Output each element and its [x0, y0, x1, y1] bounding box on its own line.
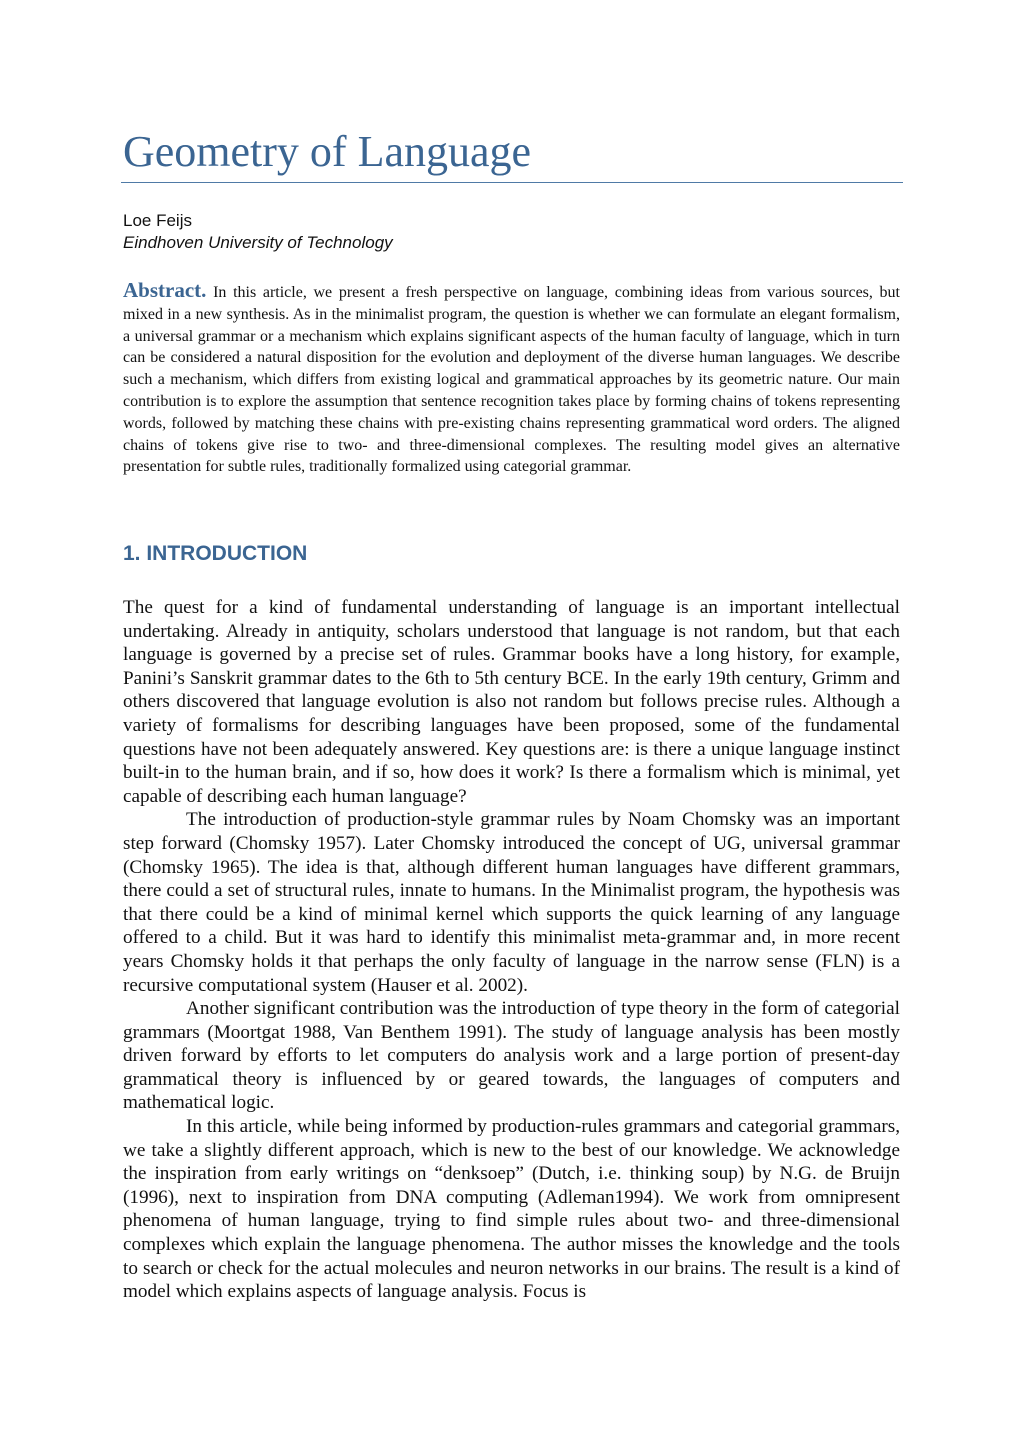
introduction-body — [123, 596, 900, 1304]
author-affiliation: Eindhoven University of Technology — [123, 233, 393, 252]
body-paragraph: In this article, while being informed by production-rules grammars and categorial grammars, we take a slightly different approach, which is new to the best of our knowledge. We acknowledge the inspiration from early writings on “denksoep” (Dutch, i.e. thinking soup) by N.G. de Bruijn (1996), next to inspiration from DNA computing (Adleman1994). We work from omnipresent phenomena of human language, trying to find simple rules about two- and three-dimensional complexes which explain the language phenomena. The author misses the knowledge and the tools to search or check for the actual molecules and neuron networks in our brains. The result is a kind of model which explains aspects of language analysis. Focus is — [123, 1116, 900, 1303]
body-paragraph: The introduction of production-style grammar rules by Noam Chomsky was an important step forward (Chomsky 1957). Later Chomsky introduced the concept of UG, universal grammar (Chomsky 1965). The idea is that, although different human languages have different grammars, there could a set of structural rules, innate to humans. In the Minimalist program, the hypothesis was that there could be a kind of minimal kernel which supports the quick learning of any language offered to a child. But it was hard to identify this minimalist meta-grammar and, in more recent years Chomsky holds it that perhaps the only faculty of language in the narrow sense (FLN) is a recursive computational system (Hauser et al. 2002). — [123, 809, 900, 996]
section-heading-introduction: 1. INTRODUCTION — [123, 542, 308, 565]
body-paragraph: Another significant contribution was the introduction of type theory in the form of categorial grammars (Moortgat 1988, Van Benthem 1991). The study of language analysis has been mostly driven forward by efforts to let computers do analysis work and a large portion of present-day grammatical theory is influenced by or geared towards, the languages of computers and mathematical logic. — [123, 998, 900, 1114]
abstract-label: Abstract. — [123, 278, 207, 302]
author-name: Loe Feijs — [123, 211, 192, 230]
paper-title: Geometry of Language — [123, 127, 532, 176]
body-paragraph: The quest for a kind of fundamental understanding of language is an important intellectual undertaking. Already in antiquity, scholars understood that language is not random, but that each language is governed by a precise set of rules. Grammar books have a long history, for example, Panini’s Sanskrit grammar dates to the 6th to 5th century BCE. In the early 19th century, Grimm and others discovered that language evolution is also not random but follows precise rules. Although a variety of formalisms for describing languages have been proposed, some of the fundamental questions have not been adequately answered. Key questions are: is there a unique language instinct built-in to the human brain, and if so, how does it work? Is there a formalism which is minimal, yet capable of describing each human language? — [123, 597, 900, 807]
title-divider — [121, 182, 903, 183]
abstract-text: In this article, we present a fresh perspective on language, combining ideas from various sources, but mixed in a new synthesis. As in the minimalist program, the question is whether we can formulate an elegant formalism, a universal grammar or a mechanism which explains significant aspects of the human faculty of language, which in turn can be considered a natural disposition for the evolution and deployment of the diverse human languages. We describe such a mechanism, which differs from existing logical and grammatical approaches by its geometric nature. Our main contribution is to explore the assumption that sentence recognition takes place by forming chains of tokens representing words, followed by matching these chains with pre-existing chains representing grammatical word orders. The aligned chains of tokens give rise to two- and three-dimensional complexes. The resulting model gives an alternative presentation for subtle rules, traditionally formalized using categorial grammar. — [123, 284, 901, 476]
abstract — [123, 280, 900, 478]
